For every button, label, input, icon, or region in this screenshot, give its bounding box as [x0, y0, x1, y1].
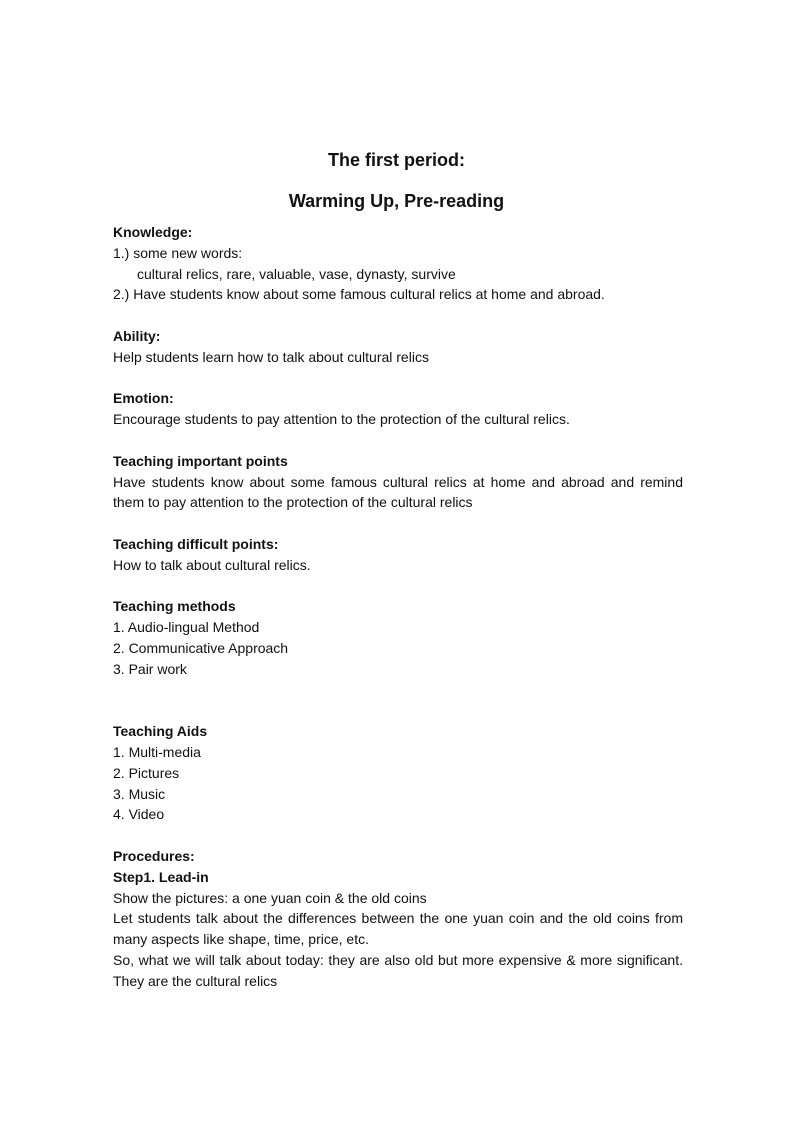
difficult-points-text: How to talk about cultural relics.: [113, 556, 311, 573]
spacer: [113, 825, 683, 846]
procedure-paragraph: Let students talk about the differences between the one yuan coin and the old coins from many aspects like shape, time, price, etc.: [113, 910, 683, 948]
emotion-text: Encourage students to pay attention to the protection of the cultural relics.: [113, 411, 570, 428]
knowledge-item-2: 2.) Have students know about some famous cultural relics at home and abroad.: [113, 286, 605, 303]
lesson-title: Warming Up, Pre-reading: [288, 191, 505, 211]
important-points-text: Have students know about some famous cultural relics at home and abroad and remind them to pay attention to the protection of the cultural relics: [113, 473, 683, 511]
spacer: [113, 430, 683, 451]
knowledge-item-1: 1.) some new words:: [113, 244, 243, 261]
procedure-paragraph: So, what we will talk about today: they are also old but more expensive & more significant. They are the cultural relics: [113, 951, 683, 989]
spacer: [113, 305, 683, 326]
period-title: The first period:: [327, 150, 465, 170]
aids-item: 2. Pictures: [113, 764, 180, 781]
spacer: [113, 368, 683, 389]
spacer: [113, 680, 683, 722]
methods-heading: Teaching methods: [113, 598, 236, 615]
emotion-heading: Emotion:: [113, 390, 174, 407]
spacer: [113, 576, 683, 597]
aids-item: 1. Multi-media: [113, 743, 201, 760]
ability-heading: Ability:: [113, 327, 161, 344]
aids-heading: Teaching Aids: [113, 723, 208, 740]
ability-text: Help students learn how to talk about cultural relics: [113, 348, 429, 365]
procedures-heading: Procedures:: [113, 847, 195, 864]
procedure-paragraph: Show the pictures: a one yuan coin & the old coins: [113, 889, 427, 906]
step1-heading: Step1. Lead-in: [113, 868, 209, 885]
aids-item: 3. Music: [113, 785, 166, 802]
spacer: [113, 513, 683, 534]
difficult-points-heading: Teaching difficult points:: [113, 535, 279, 552]
knowledge-heading: Knowledge:: [113, 224, 193, 240]
lesson-plan-body: [113, 222, 683, 991]
important-points-heading: Teaching important points: [113, 452, 288, 469]
aids-item: 4. Video: [113, 806, 165, 823]
knowledge-words: cultural relics, rare, valuable, vase, dynasty, survive: [137, 265, 456, 282]
methods-item: 2. Communicative Approach: [113, 639, 289, 656]
methods-item: 1. Audio-lingual Method: [113, 619, 260, 636]
methods-item: 3. Pair work: [113, 660, 187, 677]
